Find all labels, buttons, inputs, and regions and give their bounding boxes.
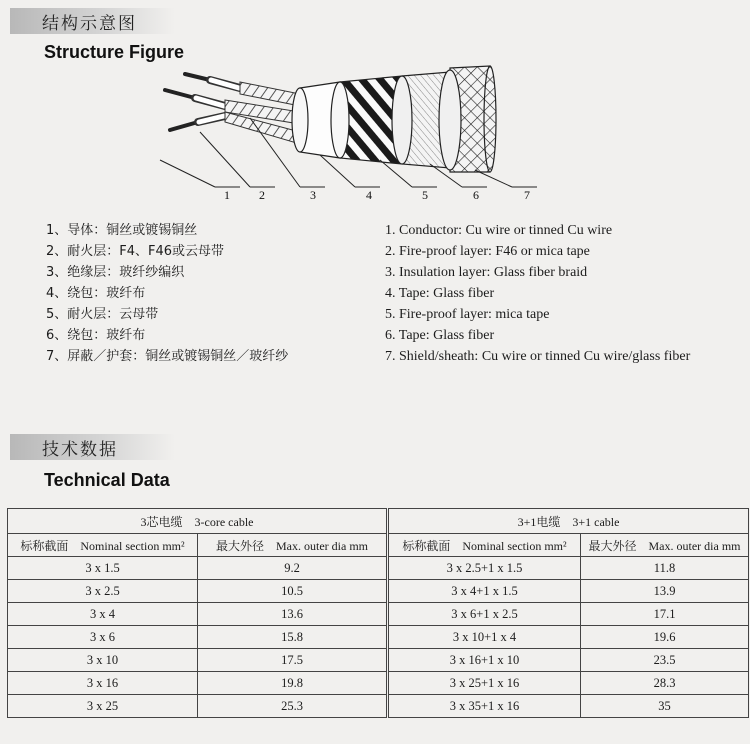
legend-zh-item: 4、绕包：玻纤布	[46, 286, 146, 301]
table-row	[8, 580, 749, 603]
cell-dia: 28.3	[581, 672, 749, 695]
technical-en-title: Technical Data	[44, 470, 170, 490]
cell-dia: 11.8	[581, 557, 749, 580]
structure-en-title: Structure Figure	[44, 42, 185, 62]
callout-7: 7	[524, 188, 530, 202]
cell-section: 3 x 10	[8, 649, 198, 672]
cell-section: 3 x 1.5	[8, 557, 198, 580]
cell-section: 3 x 16+1 x 10	[388, 649, 581, 672]
col-header-dia: 最大外径 Max. outer dia mm	[198, 534, 388, 557]
legend-zh-item: 1、导体：铜丝或镀锡铜丝	[46, 223, 198, 238]
cell-dia: 10.5	[198, 580, 388, 603]
structure-section-header	[10, 8, 175, 34]
cell-dia: 25.3	[198, 695, 388, 718]
technical-zh-title: 技术数据	[42, 440, 118, 460]
legend-zh-item: 7、屏蔽／护套：铜丝或镀锡铜丝／玻纤纱	[46, 349, 289, 364]
legend-english	[385, 220, 690, 367]
cell-dia: 19.6	[581, 626, 749, 649]
cell-section: 3 x 16	[8, 672, 198, 695]
group-3plus1: 3+1电缆 3+1 cable	[388, 509, 749, 534]
cell-section: 3 x 25+1 x 16	[388, 672, 581, 695]
table-row	[8, 557, 749, 580]
structure-zh-title: 结构示意图	[42, 14, 137, 34]
cell-section: 3 x 6	[8, 626, 198, 649]
legend-en-item: 2. Fire-proof layer: F46 or mica tape	[385, 244, 590, 259]
cell-dia: 17.1	[581, 603, 749, 626]
cable-structure-figure	[140, 60, 560, 210]
callout-6: 6	[473, 188, 479, 202]
legend-zh-item: 6、绕包：玻纤布	[46, 328, 146, 343]
table-row	[8, 603, 749, 626]
callout-2: 2	[259, 188, 265, 202]
technical-section-header	[10, 434, 175, 460]
legend-zh-item: 3、绝缘层：玻纤纱编织	[46, 265, 185, 280]
table-row	[8, 672, 749, 695]
cell-section: 3 x 2.5+1 x 1.5	[388, 557, 581, 580]
col-header-dia: 最大外径 Max. outer dia mm	[581, 534, 749, 557]
table-row	[8, 649, 749, 672]
legend-chinese	[46, 220, 288, 367]
cell-dia: 13.9	[581, 580, 749, 603]
cell-dia: 19.8	[198, 672, 388, 695]
cell-section: 3 x 4	[8, 603, 198, 626]
cell-section: 3 x 25	[8, 695, 198, 718]
cell-section: 3 x 10+1 x 4	[388, 626, 581, 649]
technical-data-table	[7, 508, 749, 718]
cell-section: 3 x 6+1 x 2.5	[388, 603, 581, 626]
callout-4: 4	[366, 188, 372, 202]
cell-dia: 35	[581, 695, 749, 718]
col-header-section: 标称截面 Nominal section mm²	[388, 534, 581, 557]
legend-zh-item: 5、耐火层：云母带	[46, 307, 159, 322]
callout-1: 1	[224, 188, 230, 202]
cell-dia: 15.8	[198, 626, 388, 649]
mica-tape-layer	[331, 76, 402, 164]
legend-en-item: 6. Tape: Glass fiber	[385, 328, 495, 343]
cell-dia: 9.2	[198, 557, 388, 580]
cell-section: 3 x 35+1 x 16	[388, 695, 581, 718]
cell-dia: 17.5	[198, 649, 388, 672]
table-column-header-row	[8, 534, 749, 557]
callout-5: 5	[422, 188, 428, 202]
legend-zh-item: 2、耐火层：F4、F46或云母带	[46, 244, 225, 259]
legend-en-item: 5. Fire-proof layer: mica tape	[385, 307, 550, 322]
cell-dia: 13.6	[198, 603, 388, 626]
callout-3: 3	[310, 188, 316, 202]
cell-section: 3 x 4+1 x 1.5	[388, 580, 581, 603]
legend-en-item: 1. Conductor: Cu wire or tinned Cu wire	[385, 223, 613, 238]
table-row	[8, 695, 749, 718]
shield-sheath-layer	[439, 66, 496, 172]
table-row	[8, 626, 749, 649]
legend-en-item: 4. Tape: Glass fiber	[385, 286, 495, 301]
cell-section: 3 x 2.5	[8, 580, 198, 603]
table-group-header-row	[8, 509, 749, 534]
legend-en-item: 7. Shield/sheath: Cu wire or tinned Cu wire/glass fiber	[385, 349, 691, 364]
cell-dia: 23.5	[581, 649, 749, 672]
col-header-section: 标称截面 Nominal section mm²	[8, 534, 198, 557]
group-3-core: 3芯电缆 3-core cable	[8, 509, 388, 534]
legend-en-item: 3. Insulation layer: Glass fiber braid	[385, 265, 588, 280]
